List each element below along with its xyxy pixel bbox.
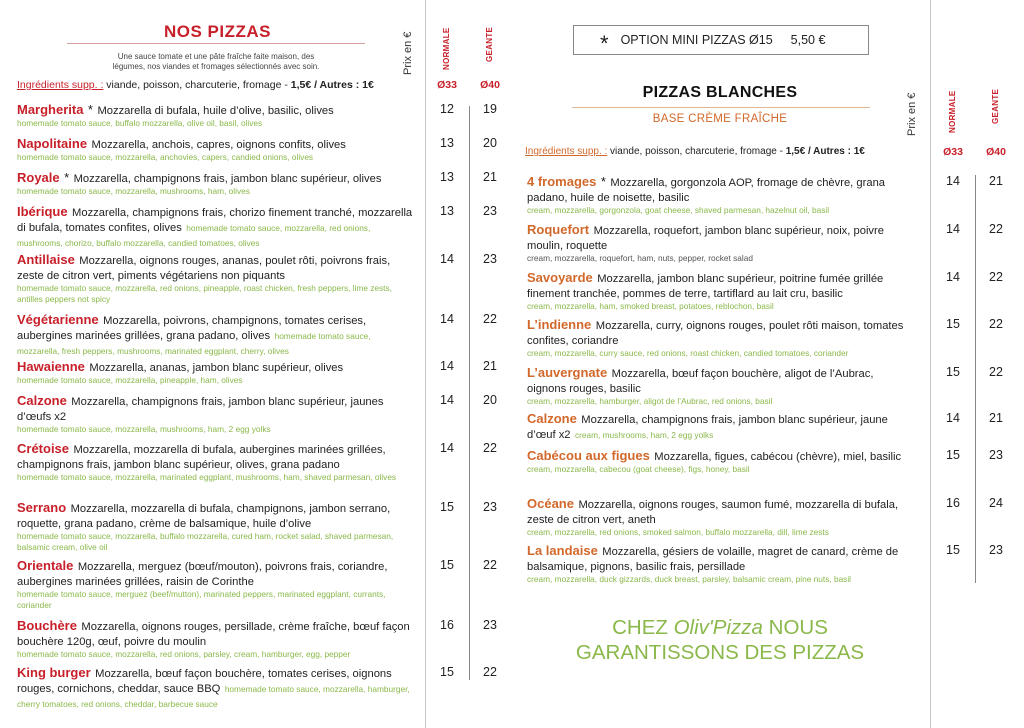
price-geante: 22 (989, 317, 1003, 331)
right-extra-ingredients (525, 146, 865, 157)
pizza-name: Cabécou aux figues (527, 448, 650, 463)
pizza-ingredients-en: homemade tomato sauce, mozzarella, mushrooms, ham, olives (17, 186, 250, 196)
pizza-name: Royale (17, 170, 60, 185)
price-normale: 14 (440, 252, 454, 266)
right-col-geante: GEANTE (991, 88, 1000, 124)
pizza-ingredients-en: cream, mozzarella, hamburger, aligot de l’Aubrac, red onions, basil (527, 396, 773, 406)
price-normale: 14 (946, 270, 960, 284)
pizza-name: L’auvergnate (527, 365, 608, 380)
pizza-item (17, 253, 415, 305)
price-normale: 15 (946, 448, 960, 462)
pizza-ingredients-fr: Mozzarella, oignons rouges, ananas, poulet rôti, poivrons frais, zeste de citron vert, piments végétariens non piquants (17, 255, 391, 282)
pizza-ingredients-en: homemade tomato sauce, mozzarella, red onions, parsley, cream, hamburger, egg, pepper (17, 649, 351, 659)
pizza-item (17, 442, 415, 483)
price-geante: 22 (483, 665, 497, 679)
pizza-ingredients-en: homemade tomato sauce, mozzarella, pineapple, ham, olives (17, 375, 243, 385)
slogan-line-1 (530, 615, 910, 640)
pizza-ingredients-fr: Mozzarella, champignons frais, jambon blanc supérieur, jaune d’œuf x2 (527, 414, 888, 441)
pizza-item (527, 175, 915, 216)
pizza-name: Orientale (17, 558, 74, 573)
left-col-geante: GEANTE (485, 26, 494, 62)
price-geante: 22 (483, 441, 497, 455)
price-normale: 14 (946, 222, 960, 236)
pizza-ingredients-en: cream, mozzarella, curry sauce, red onions, roast chicken, candied tomatoes, coriander (527, 348, 849, 358)
mini-option-asterisk: * (87, 102, 93, 117)
pizza-ingredients-fr: Mozzarella, oignons rouges, persillade, crème fraîche, bœuf façon bouchère 120g, œuf, poivre du moulin (17, 621, 410, 648)
mini-option-asterisk: * (600, 174, 606, 189)
price-normale: 14 (440, 393, 454, 407)
pizza-item (527, 223, 915, 264)
slogan-text: CHEZ (612, 616, 674, 639)
pizza-name: La landaise (527, 543, 598, 558)
pizza-ingredients-fr: Mozzarella, roquefort, jambon blanc supérieur, noix, poivre moulin, roquette (527, 225, 884, 252)
right-dia-normale: Ø33 (943, 146, 963, 158)
price-normale: 13 (440, 170, 454, 184)
pizza-name: Roquefort (527, 222, 590, 237)
pizza-name: Ibérique (17, 204, 68, 219)
pizza-name: 4 fromages (527, 174, 597, 189)
option-label: OPTION MINI PIZZAS Ø15 (620, 33, 773, 47)
pizza-ingredients-en: cream, mozzarella, cabecou (goat cheese), figs, honey, basil (527, 464, 750, 474)
slogan (530, 615, 910, 665)
supp-label: Ingrédients supp. : (17, 79, 104, 91)
pizza-ingredients-fr: Mozzarella, bœuf façon bouchère, tomates cerises, oignons rouges, cornichons, cheddar, sauce BBQ (17, 668, 392, 695)
pizza-ingredients-fr: Mozzarella, champignons frais, chorizo finement tranché, mozzarella di bufala, tomates confites, olives (17, 207, 413, 234)
slogan-line-2: GARANTISSONS DES PIZZAS (575, 641, 865, 664)
pizza-ingredients-fr: Mozzarella, merguez (bœuf/mouton), poivrons frais, coriandre, aubergines marinées grillées, raisin de Corinthe (17, 561, 388, 588)
left-title-underline (67, 43, 365, 44)
left-subtitle-line-1: Une sauce tomate et une pâte fraîche faite maison, des (117, 52, 315, 61)
supp-price: 1,5€ / Autres : 1€ (290, 79, 374, 91)
pizza-name: Calzone (527, 411, 577, 426)
brand-name: Oliv'Pizza (673, 616, 763, 639)
pizza-ingredients-en: homemade tomato sauce, buffalo mozzarella, olive oil, basil, olives (17, 118, 263, 128)
price-geante: 22 (989, 222, 1003, 236)
pizza-ingredients-en: homemade tomato sauce, merguez (beef/mutton), marinated peppers, marinated eggplant, currants, coriander (17, 589, 386, 610)
pizza-ingredients-fr: Mozzarella di bufala, huile d’olive, basilic, olives (97, 105, 334, 117)
left-col-normale: NORMALE (442, 27, 451, 70)
pizza-item (527, 497, 915, 538)
pizza-item (17, 394, 415, 435)
pizza-item (527, 271, 915, 312)
pizza-name: King burger (17, 665, 91, 680)
pizza-item (17, 205, 415, 249)
price-geante: 21 (989, 411, 1003, 425)
pizza-ingredients-en: homemade tomato sauce, mozzarella, red onions, mushrooms, chorizo, buffalo mozzarella, candied tomatoes, olives (17, 223, 371, 248)
pizza-ingredients-en: cream, mozzarella, roquefort, ham, nuts, pepper, rocket salad (527, 253, 753, 263)
price-normale: 15 (946, 317, 960, 331)
price-normale: 15 (440, 558, 454, 572)
pizza-ingredients-en: cream, mushrooms, ham, 2 egg yolks (574, 430, 714, 440)
pizza-name: Margherita (17, 102, 84, 117)
pizza-name: Océane (527, 496, 574, 511)
right-price-label: Prix en € (906, 92, 918, 136)
pizza-name: Antillaise (17, 252, 75, 267)
pizza-ingredients-fr: Mozzarella, oignons rouges, saumon fumé, mozzarella di bufala, zeste de citron vert, aneth (527, 499, 899, 526)
pizza-item (17, 103, 415, 129)
pizza-ingredients-en: homemade tomato sauce, mozzarella, marinated eggplant, mushrooms, ham, shaved parmesan, olives (17, 472, 397, 482)
price-geante: 24 (989, 496, 1003, 510)
pizza-name: Végétarienne (17, 312, 99, 327)
right-dia-geante: Ø40 (986, 146, 1006, 158)
supp-text: viande, poisson, charcuterie, fromage - (103, 79, 291, 91)
pizza-name: Savoyarde (527, 270, 593, 285)
right-divider (930, 0, 931, 728)
pizza-name: Hawaienne (17, 359, 85, 374)
right-col-normale: NORMALE (948, 90, 957, 133)
pizza-ingredients-en: cream, mozzarella, ham, smoked breast, potatoes, reblochon, basil (527, 301, 774, 311)
left-dia-geante: Ø40 (480, 79, 500, 91)
price-normale: 15 (440, 665, 454, 679)
price-geante: 20 (483, 393, 497, 407)
left-subtitle (67, 52, 365, 72)
pizza-ingredients-fr: Mozzarella, gésiers de volaille, magret de canard, crème de balsamique, pignons, basilic frais, persillade (527, 546, 899, 573)
price-normale: 12 (440, 102, 454, 116)
price-normale: 14 (946, 174, 960, 188)
right-subtitle: BASE CRÈME FRAÎCHE (652, 113, 788, 125)
price-normale: 15 (946, 365, 960, 379)
pizza-ingredients-en: homemade tomato sauce, mozzarella, mushrooms, ham, 2 egg yolks (17, 424, 271, 434)
option-price: 5,50 € (790, 33, 826, 47)
pizza-ingredients-en: cream, mozzarella, red onions, smoked salmon, buffalo mozzarella, dill, lime zests (527, 527, 829, 537)
right-title-underline (572, 107, 870, 108)
left-divider (425, 0, 426, 728)
pizza-name: Napolitaine (17, 136, 88, 151)
pizza-name: Serrano (17, 500, 67, 515)
mini-option-asterisk: * (64, 170, 70, 185)
price-geante: 20 (483, 136, 497, 150)
price-geante: 22 (483, 558, 497, 572)
pizza-ingredients-fr: Mozzarella, mozzarella di bufala, champignons, jambon serrano, roquette, grana padano, crème de balsamique, huile d’olive (17, 503, 391, 530)
pizza-item (17, 559, 415, 611)
price-normale: 14 (440, 359, 454, 373)
price-geante: 23 (989, 448, 1003, 462)
price-normale: 13 (440, 204, 454, 218)
pizza-ingredients-en: homemade tomato sauce, mozzarella, buffalo mozzarella, cured ham, rocket salad, shaved parmesan, balsamic cream, olive oil (17, 531, 394, 552)
pizza-ingredients-en: homemade tomato sauce, mozzarella, red onions, pineapple, roast chicken, fresh peppers, lime zests, antilles peppers not spicy (17, 283, 392, 304)
pizza-item (17, 501, 415, 553)
pizza-ingredients-en: homemade tomato sauce, mozzarella, anchovies, capers, candied onions, olives (17, 152, 314, 162)
price-geante: 19 (483, 102, 497, 116)
pizza-item (527, 544, 915, 585)
price-normale: 15 (440, 500, 454, 514)
left-extra-ingredients (17, 79, 374, 91)
pizza-ingredients-fr: Mozzarella, figues, cabécou (chèvre), miel, basilic (654, 451, 902, 463)
supp-text: viande, poisson, charcuterie, fromage - (607, 146, 786, 157)
price-normale: 14 (440, 312, 454, 326)
pizza-item (527, 366, 915, 407)
pizza-ingredients-fr: Mozzarella, anchois, capres, oignons confits, olives (91, 139, 346, 151)
pizza-ingredients-en: homemade tomato sauce, mozzarella, hamburger, cherry tomatoes, red onions, cheddar, barbecue sauce (17, 684, 410, 709)
supp-price: 1,5€ / Autres : 1€ (785, 146, 865, 157)
price-geante: 23 (989, 543, 1003, 557)
pizza-ingredients-en: cream, mozzarella, gorgonzola, goat cheese, shaved parmesan, hazelnut oil, basil (527, 205, 830, 215)
pizza-ingredients-en: homemade tomato sauce, mozzarella, fresh peppers, mushrooms, marinated eggplant, cherry, olives (17, 331, 371, 356)
pizza-ingredients-fr: Mozzarella, ananas, jambon blanc supérieur, olives (89, 362, 344, 374)
pizza-ingredients-fr: Mozzarella, poivrons, champignons, tomates cerises, aubergines marinées grillées, grana padano, olives (17, 315, 367, 342)
pizza-item (527, 449, 915, 475)
pizza-item (527, 412, 915, 442)
price-normale: 16 (946, 496, 960, 510)
pizza-ingredients-fr: Mozzarella, champignons frais, jambon blanc supérieur, jaunes d’œufs x2 (17, 396, 384, 423)
pizza-name: Crétoise (17, 441, 70, 456)
price-normale: 15 (946, 543, 960, 557)
pizza-name: Calzone (17, 393, 67, 408)
mini-pizza-option (573, 25, 869, 55)
pizza-item (527, 318, 915, 359)
pizza-item (17, 171, 415, 197)
pizza-item (17, 619, 415, 660)
price-geante: 23 (483, 618, 497, 632)
asterisk-icon: * (600, 31, 609, 56)
price-normale: 14 (440, 441, 454, 455)
pizza-ingredients-fr: Mozzarella, mozzarella di bufala, aubergines marinées grillées, champignons frais, jambon blanc supérieur, olives, grana padano (17, 444, 386, 471)
pizza-ingredients-fr: Mozzarella, bœuf façon bouchère, aligot de l’Aubrac, oignons rouges, basilic (527, 368, 874, 395)
price-geante: 23 (483, 204, 497, 218)
pizza-item (17, 360, 415, 386)
pizza-item (17, 313, 415, 357)
pizza-ingredients-fr: Mozzarella, gorgonzola AOP, fromage de chèvre, grana padano, huile de noisette, basilic (527, 177, 886, 204)
pizza-ingredients-en: cream, mozzarella, duck gizzards, duck breast, parsley, balsamic cream, pine nuts, basil (527, 574, 852, 584)
pizza-ingredients-fr: Mozzarella, champignons frais, jambon blanc supérieur, olives (73, 173, 382, 185)
price-geante: 21 (483, 359, 497, 373)
pizza-ingredients-fr: Mozzarella, jambon blanc supérieur, poitrine fumée grillée finement tranchée, pommes de terre, tartiflard au lait cru, basilic (527, 273, 884, 300)
price-normale: 16 (440, 618, 454, 632)
left-price-label: Prix en € (402, 31, 414, 75)
pizza-name: Bouchère (17, 618, 77, 633)
price-geante: 23 (483, 500, 497, 514)
pizza-item (17, 666, 415, 710)
slogan-text: NOUS (762, 616, 828, 639)
right-price-divider (975, 175, 976, 583)
left-title: NOS PIZZAS (164, 22, 272, 41)
pizza-name: L’indienne (527, 317, 592, 332)
price-geante: 23 (483, 252, 497, 266)
price-normale: 13 (440, 136, 454, 150)
price-geante: 22 (989, 270, 1003, 284)
price-geante: 21 (989, 174, 1003, 188)
price-normale: 14 (946, 411, 960, 425)
price-geante: 22 (989, 365, 1003, 379)
price-geante: 22 (483, 312, 497, 326)
pizza-ingredients-fr: Mozzarella, curry, oignons rouges, poulet rôti maison, tomates confites, coriandre (527, 320, 904, 347)
pizza-item (17, 137, 415, 163)
right-title: PIZZAS BLANCHES (642, 84, 798, 101)
left-dia-normale: Ø33 (437, 79, 457, 91)
supp-label: Ingrédients supp. : (525, 146, 608, 157)
left-subtitle-line-2: légumes, nos viandes et fromages sélectionnés avec soin. (112, 62, 320, 71)
price-geante: 21 (483, 170, 497, 184)
